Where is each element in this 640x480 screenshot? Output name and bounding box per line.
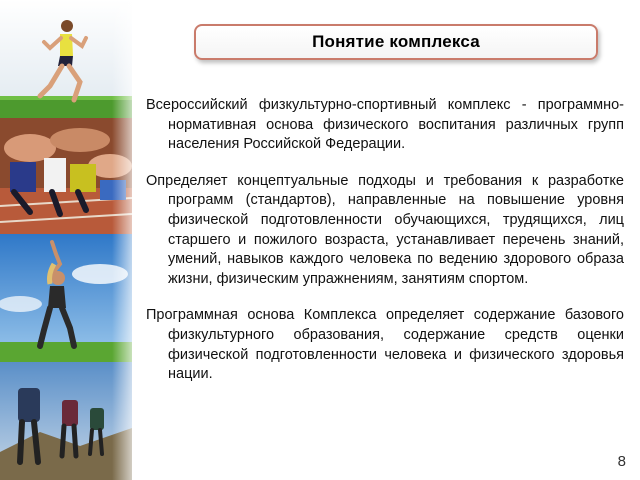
slide-content bbox=[146, 96, 624, 402]
paragraph-approaches: Определяет концептуальные подходы и требования к разработке программ (стандартов), направленные на повышение уровня физической подготовленности обучающихся, трудящихся, лиц старшего и пожилого возраста, устанавливает перечень знаний, умений, навыков каждого человека по ведению здорового образа жизни, физическим упражнениям, занятиям спортом. bbox=[146, 172, 624, 287]
paragraph-definition: Всероссийский физкультурно-спортивный комплекс - программно-нормативная основа физического воспитания различных групп населения Российской Федерации. bbox=[146, 97, 624, 153]
page-number: 8 bbox=[617, 453, 626, 470]
paragraph-program-basis: Программная основа Комплекса определяет содержание базового физкультурного образования, содержание средств оценки физической подготовленности человека и физического здоровья нации. bbox=[146, 307, 624, 383]
slide-title: Понятие комплекса bbox=[312, 32, 480, 51]
photo-strip-fade bbox=[112, 0, 142, 480]
slide-title-box bbox=[194, 24, 598, 60]
